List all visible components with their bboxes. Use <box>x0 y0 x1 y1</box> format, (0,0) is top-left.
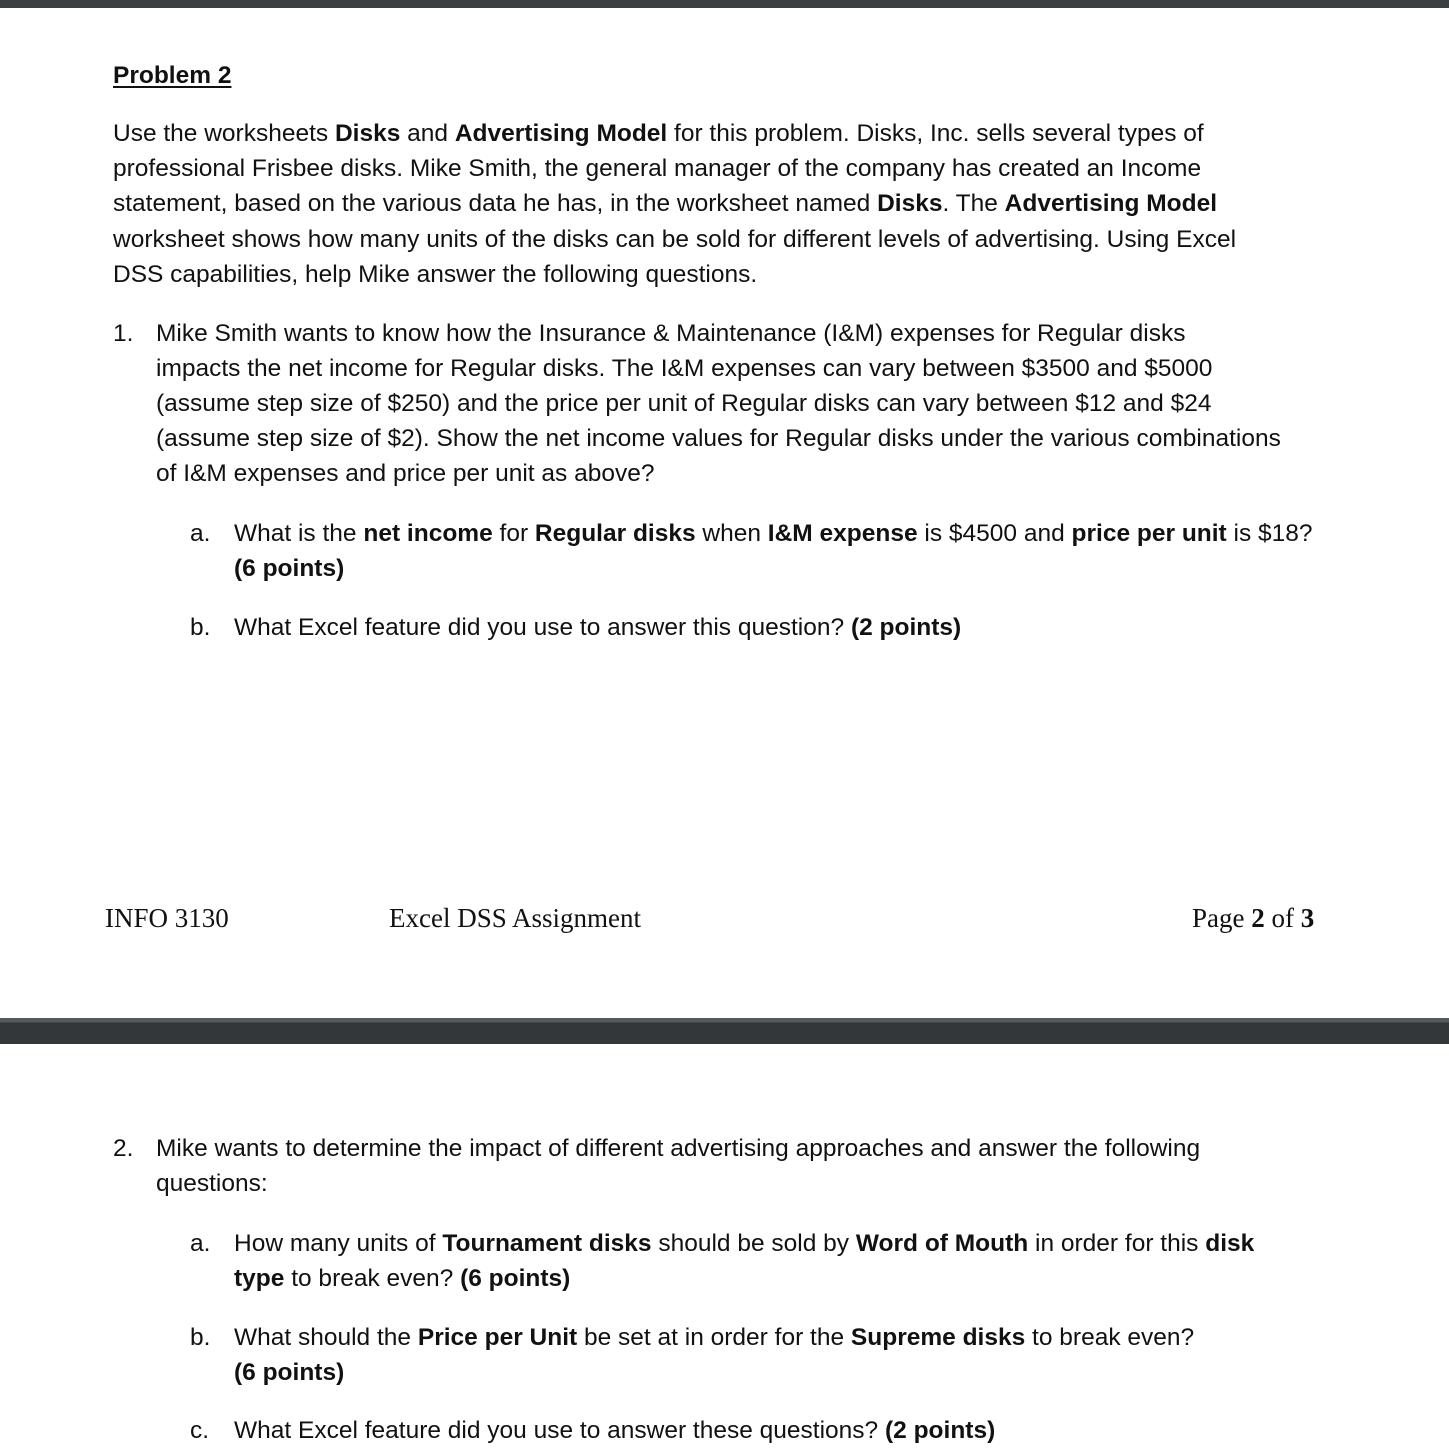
question-1a-line-1: What is the net income for Regular disks when I&M expense is $4500 and price per unit is $18? <box>234 520 1313 547</box>
question-1-line-4: (assume step size of $2). Show the net income values for Regular disks under the various combinations <box>156 425 1281 452</box>
question-1-line-3: (assume step size of $250) and the price per unit of Regular disks can vary between $12 and $24 <box>156 390 1212 417</box>
question-2-line-2: questions: <box>156 1170 268 1197</box>
question-1-line-1: Mike Smith wants to know how the Insurance & Maintenance (I&M) expenses for Regular disks <box>156 320 1186 347</box>
intro-line-3: statement, based on the various data he has, in the worksheet named Disks. The Advertising Model <box>113 190 1218 217</box>
question-1a-points: (6 points) <box>234 555 345 582</box>
question-2c-line-1: What Excel feature did you use to answer these questions? (2 points) <box>234 1417 996 1444</box>
question-2a-line-1: How many units of Tournament disks should be sold by Word of Mouth in order for this disk <box>234 1230 1255 1257</box>
question-2b-points: (6 points) <box>234 1359 345 1386</box>
problem-heading: Problem 2 <box>113 62 232 89</box>
question-1b-line-1: What Excel feature did you use to answer this question? (2 points) <box>234 614 962 641</box>
question-2-line-1: Mike wants to determine the impact of different advertising approaches and answer the following <box>156 1135 1201 1162</box>
question-1-line-5: of I&M expenses and price per unit as above? <box>156 460 655 487</box>
footer-title: Excel DSS Assignment <box>389 903 642 933</box>
question-2b-line-1: What should the Price per Unit be set at in order for the Supreme disks to break even? <box>234 1324 1195 1351</box>
footer-page-number: Page 2 of 3 <box>1192 903 1315 933</box>
question-1a-letter: a. <box>190 520 211 547</box>
question-1-number: 1. <box>113 320 134 347</box>
question-2a-line-2: type to break even? (6 points) <box>234 1265 571 1292</box>
question-2-number: 2. <box>113 1135 134 1162</box>
intro-line-4: worksheet shows how many units of the disks can be sold for different levels of advertising. Using Excel <box>113 226 1237 253</box>
question-1b-letter: b. <box>190 614 211 641</box>
intro-line-1: Use the worksheets Disks and Advertising Model for this problem. Disks, Inc. sells several types of <box>113 120 1204 147</box>
question-1-line-2: impacts the net income for Regular disks. The I&M expenses can vary between $3500 and $5000 <box>156 355 1213 382</box>
question-2a-letter: a. <box>190 1230 211 1257</box>
page-separator <box>0 1018 1449 1044</box>
question-2c-letter: c. <box>190 1417 210 1444</box>
question-2b-letter: b. <box>190 1324 211 1351</box>
page-separator-top <box>0 0 1449 8</box>
footer-course: INFO 3130 <box>105 903 229 933</box>
intro-line-2: professional Frisbee disks. Mike Smith, the general manager of the company has created an Income <box>113 155 1202 182</box>
intro-line-5: DSS capabilities, help Mike answer the following questions. <box>113 261 758 288</box>
